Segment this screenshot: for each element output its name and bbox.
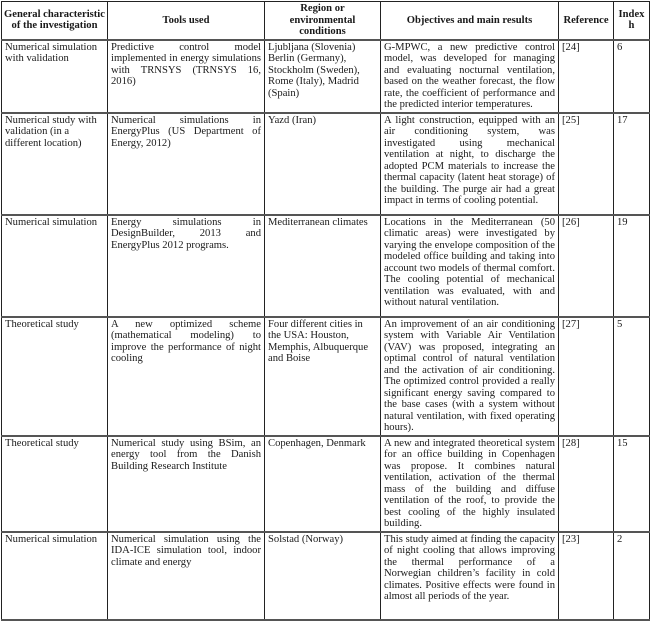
table-row	[2, 40, 650, 113]
cell-tools: Energy simulations in DesignBuilder, 2013 and EnergyPlus 2012 programs.	[108, 215, 265, 317]
cell-region: Copenhagen, Denmark	[265, 436, 381, 532]
cell-tools: Numerical simulation using the IDA-ICE simulation tool, indoor climate and energy	[108, 532, 265, 620]
cell-characteristic: Theoretical study	[2, 317, 108, 436]
table-row	[2, 532, 650, 620]
header-results: Objectives and main results	[381, 2, 559, 40]
cell-characteristic: Numerical study with validation (in a different location)	[2, 113, 108, 215]
header-tools: Tools used	[108, 2, 265, 40]
studies-table	[1, 1, 650, 621]
cell-tools: Numerical simulations in EnergyPlus (US Department of Energy, 2012)	[108, 113, 265, 215]
table-row	[2, 215, 650, 317]
cell-results: This study aimed at finding the capacity of night cooling that allows improving the thermal performance of a Norwegian children’s facility in cold climates. Positive effects were found in almost all periods of the year.	[381, 532, 559, 620]
cell-reference: [27]	[559, 317, 614, 436]
cell-region: Ljubljana (Slovenia) Berlin (Germany), Stockholm (Sweden), Rome (Italy), Madrid (Spain)	[265, 40, 381, 113]
cell-reference: [25]	[559, 113, 614, 215]
cell-index-h: 19	[614, 215, 650, 317]
table-header-row	[2, 2, 650, 40]
cell-region: Four different cities in the USA: Houston, Memphis, Albuquerque and Boise	[265, 317, 381, 436]
cell-results: G-MPWC, a new predictive control model, was developed for managing and evaluating nocturnal ventilation, based on the weather forecast, the flow rate, the coefficient of performance and the predicted interior temperatures.	[381, 40, 559, 113]
header-index-h: Index h	[614, 2, 650, 40]
cell-results: Locations in the Mediterranean (50 climatic areas) were investigated by varying the envelope composition of the modeled office building and taking into account two models of thermal comfort. The cooling potential of mechanical ventilation was evaluated, with and without natural ventilation.	[381, 215, 559, 317]
table-row	[2, 317, 650, 436]
header-reference: Reference	[559, 2, 614, 40]
header-region: Region or environmental conditions	[265, 2, 381, 40]
cell-characteristic: Numerical simulation	[2, 532, 108, 620]
cell-reference: [28]	[559, 436, 614, 532]
cell-characteristic: Numerical simulation	[2, 215, 108, 317]
cell-region: Solstad (Norway)	[265, 532, 381, 620]
cell-tools: A new optimized scheme (mathematical modeling) to improve the performance of night cooling	[108, 317, 265, 436]
cell-region: Yazd (Iran)	[265, 113, 381, 215]
cell-characteristic: Numerical simulation with validation	[2, 40, 108, 113]
cell-index-h: 5	[614, 317, 650, 436]
cell-characteristic: Theoretical study	[2, 436, 108, 532]
table-row	[2, 436, 650, 532]
cell-reference: [24]	[559, 40, 614, 113]
cell-index-h: 15	[614, 436, 650, 532]
cell-results: A new and integrated theoretical system for an office building in Copenhagen was propose. It combines natural ventilation, activation of the thermal mass of the building and diffuse ventilation of the roof, to provide the best cooling of the highly insulated building.	[381, 436, 559, 532]
cell-results: A light construction, equipped with an air conditioning system, was investigated using mechanical ventilation at night, to discharge the adopted PCM materials to increase the thermal capacity (latent heat storage) of the building. The purge air had a great impact in terms of cooling potential.	[381, 113, 559, 215]
cell-tools: Predictive control model implemented in energy simulations with TRNSYS (TRNSYS 16, 2016)	[108, 40, 265, 113]
cell-index-h: 17	[614, 113, 650, 215]
cell-tools: Numerical study using BSim, an energy tool from the Danish Building Research Institute	[108, 436, 265, 532]
table-row	[2, 113, 650, 215]
header-characteristic: General characteristic of the investigation	[2, 2, 108, 40]
cell-results: An improvement of an air conditioning system with Variable Air Ventilation (VAV) was proposed, integrating an optimal control of natural ventilation and the activation of air conditioning. The optimized control provided a really significant energy saving compared to the base cases (with a system without natural ventilation, with fixed operating hours).	[381, 317, 559, 436]
cell-reference: [23]	[559, 532, 614, 620]
cell-region: Mediterranean climates	[265, 215, 381, 317]
cell-index-h: 2	[614, 532, 650, 620]
cell-index-h: 6	[614, 40, 650, 113]
cell-reference: [26]	[559, 215, 614, 317]
